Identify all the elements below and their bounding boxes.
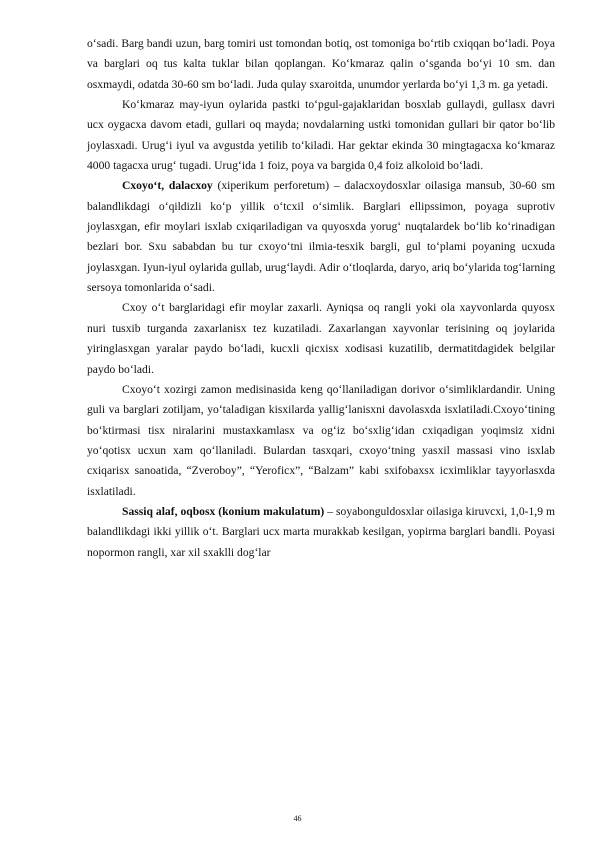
paragraph-6 — [87, 502, 555, 563]
term-heading: Cxoyo‘t, dalacxoy — [122, 179, 213, 193]
paragraph-4 — [87, 298, 555, 379]
paragraph-2 — [87, 95, 555, 176]
document-page — [87, 34, 555, 563]
paragraph-text: Ko‘kmaraz may-iyun oylarida pastki to‘pgul-gajaklaridan bosxlab gullaydi, gullasx davri ucx oygacxa davom etadi, gullari oq mayda; novdalarning ustki tomonidan gullari bir qator bo‘lib joylasxadi. Urug‘i iyul va avgustda yetilib to‘kiladi. Har gektar ekinda 30 mingtagacxa ko‘kmaraz 4000 tagacxa urug‘ tugadi. Urug‘ida 1 foiz, poya va bargida 0,4 foiz alkoloid bo‘ladi. — [87, 98, 555, 173]
paragraph-1 — [87, 34, 555, 95]
paragraph-text: Cxoy o‘t barglaridagi efir moylar zaxarli. Ayniqsa oq rangli yoki ola xayvonlarda quyosx nuri tusxib turganda zaxarlanisx tez kuzatiladi. Zaxarlangan xayvonlar terisining oq joylarida yiringlasxgan yaralar paydo bo‘ladi, kucxli qicxisx xodisasi kuzatilib, dermatitdagidek belgilar paydo bo‘ladi. — [87, 301, 555, 376]
paragraph-text: o‘sadi. Barg bandi uzun, barg tomiri ust tomondan botiq, ost tomoniga bo‘rtib cxiqqan bo‘ladi. Poya va barglari oq tus kalta tuklar bilan qoplangan. Ko‘kmaraz qalin o‘sganda bo‘yi 10 sm. dan osxmaydi, odatda 30-60 sm bo‘ladi. Juda qulay sxaroitda, unumdor yerlarda bo‘yi 1,3 m. ga yetadi. — [87, 37, 555, 91]
paragraph-text: Cxoyo‘t xozirgi zamon medisinasida keng qo‘llaniladigan dorivor o‘simliklardandir. Uning guli va barglari zotiljam, yo‘taladigan kisxilarda yallig‘lanisxni davolasxda isxlatiladi.Cxoyo‘tining bo‘ktirmasi tisx niralarini mustaxkamlasx va og‘iz bo‘sxlig‘idan cxiqadigan yoqimsiz xidni yo‘qotisx ucxun xam qo‘llaniladi. Bulardan tasxqari, cxoyo‘tning yasxil massasi vino isxlab cxiqarisx sanoatida, “Zveroboy”, “Yeroficx”, “Balzam” kabi sxifobaxsx icximliklar tayyorlasxda isxlatiladi. — [87, 382, 555, 498]
paragraph-text: – soyabonguldosxlar oilasiga kiruvcxi, 1,0-1,9 m balandlikdagi ikki yillik o‘t. Barglari ucx marta murakkab kesilgan, yopirma barglari bandli. Poyasi nopormon rangli, xar xil sxaklli dog‘lar — [87, 504, 555, 559]
paragraph-text: (xiperikum perforetum) – dalacxoydosxlar oilasiga mansub, 30-60 sm balandlikdagi o‘qildizli ko‘p yillik o‘tcxil o‘simlik. Barglari ellipssimon, poyaga suprotiv joylasxgan, efir moylari isxlab cxiqariladigan va quyosxda yorug‘ nuqtalardek bo‘lib ko‘rinadigan bezlari bor. Sxu sababdan bu tur cxoyo‘tni ilmia-tesxik bargli, gul to‘plami poyaning ucxuda joylasxgan. Iyun-iyul oylarida gullab, urug‘laydi. Adir o‘tloqlarda, daryo, ariq bo‘ylarida tog‘larning sersoya tomonlarida o‘sadi. — [87, 179, 555, 295]
term-heading: Sassiq alaf, oqbosx (konium makulatum) — [122, 504, 325, 518]
page-number: 46 — [293, 814, 302, 823]
paragraph-3 — [87, 176, 555, 298]
paragraph-5 — [87, 380, 555, 502]
